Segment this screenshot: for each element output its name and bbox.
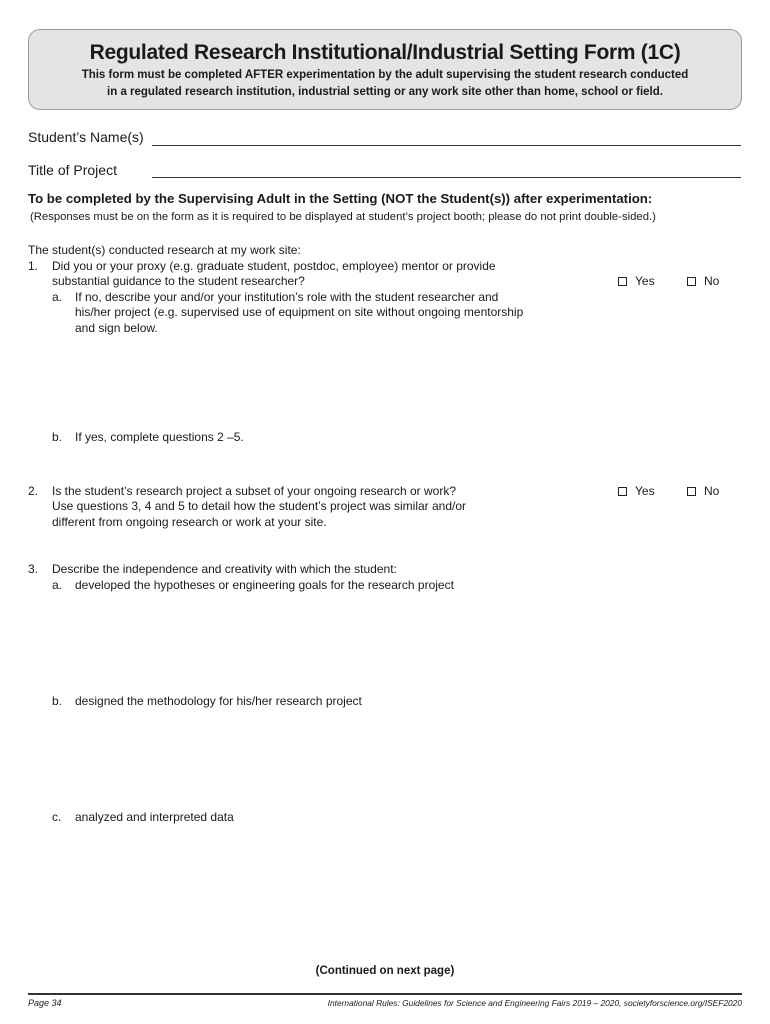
continued-note: (Continued on next page) [315,965,455,977]
question-1-line1: Did you or your proxy (e.g. graduate student, postdoc, employee) mentor or provide [52,259,496,273]
question-1-yes-option[interactable] [618,274,655,288]
checkbox-icon[interactable] [687,487,696,496]
page-number: Page 34 [28,998,62,1008]
students-name-label: Student’s Name(s) [28,129,144,145]
footer-source: International Rules: Guidelines for Science and Engineering Fairs 2019 – 2020, societyforscience.org/ISEF2020 [327,998,742,1008]
question-3a-letter: a. [52,578,63,592]
question-1b-letter: b. [52,430,63,444]
form-title: Regulated Research Institutional/Industrial Setting Form (1C) [89,41,681,64]
yes-label: Yes [635,484,655,498]
question-1a-line2: his/her project (e.g. supervised use of equipment on site without ongoing mentorship [75,305,524,319]
question-1-no-option[interactable] [687,274,719,288]
instructions-heading: To be completed by the Supervising Adult in the Setting (NOT the Student(s)) after experimentation: [28,191,653,206]
no-label: No [704,274,720,288]
question-2-line1: Is the student’s research project a subset of your ongoing research or work? [52,484,456,498]
question-3a-text: developed the hypotheses or engineering goals for the research project [75,578,454,592]
question-3b-text: designed the methodology for his/her research project [75,694,362,708]
question-2-no-option[interactable] [687,484,719,498]
question-3-number: 3. [28,562,39,576]
students-name-field[interactable] [152,145,741,146]
footer-divider [28,993,742,995]
form-subtitle-line2: in a regulated research institution, industrial setting or any work site other than home, school or field. [107,86,663,98]
question-1a-line3: and sign below. [75,321,158,335]
question-1-number: 1. [28,259,39,273]
intro-text: The student(s) conducted research at my work site: [28,243,301,257]
yes-label: Yes [635,274,655,288]
question-2-line3: different from ongoing research or work at your site. [52,515,327,529]
question-2-number: 2. [28,484,39,498]
instructions-note: (Responses must be on the form as it is required to be displayed at student’s project booth; please do not print double-sided.) [30,211,656,223]
title-of-project-label: Title of Project [28,162,117,178]
checkbox-icon[interactable] [618,487,627,496]
question-1a-letter: a. [52,290,63,304]
checkbox-icon[interactable] [687,277,696,286]
question-3c-letter: c. [52,810,62,824]
question-1a-line1: If no, describe your and/or your institution’s role with the student researcher and [75,290,499,304]
title-of-project-field[interactable] [152,177,741,178]
checkbox-icon[interactable] [618,277,627,286]
no-label: No [704,484,720,498]
question-1b-text: If yes, complete questions 2 –5. [75,430,244,444]
form-subtitle-line1: This form must be completed AFTER experimentation by the adult supervising the student research conducted [81,69,689,81]
form-header [28,29,742,110]
question-1-line2: substantial guidance to the student researcher? [52,274,305,288]
question-2-line2: Use questions 3, 4 and 5 to detail how the student’s project was similar and/or [52,499,467,513]
question-3c-text: analyzed and interpreted data [75,810,234,824]
question-2-yes-option[interactable] [618,484,655,498]
question-3b-letter: b. [52,694,63,708]
question-3-text: Describe the independence and creativity with which the student: [52,562,397,576]
